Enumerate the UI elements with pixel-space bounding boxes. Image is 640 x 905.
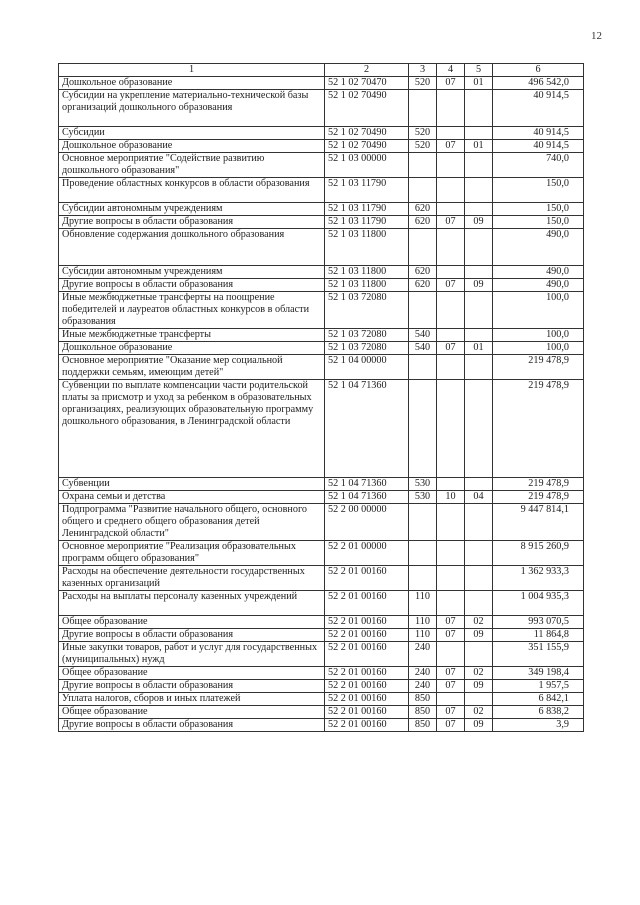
row-expense-type (409, 355, 437, 380)
table-body (59, 77, 584, 732)
row-expense-type (409, 504, 437, 541)
row-name: Субсидии (59, 127, 325, 140)
row-expense-type (409, 541, 437, 566)
row-subsection (465, 292, 493, 329)
row-code: 52 1 03 11800 (325, 266, 409, 279)
row-expense-type: 110 (409, 591, 437, 616)
row-expense-type (409, 292, 437, 329)
row-section: 07 (437, 279, 465, 292)
row-name: Иные закупки товаров, работ и услуг для государственных (муниципальных) нужд (59, 642, 325, 667)
row-section: 07 (437, 77, 465, 90)
column-header-5: 5 (465, 64, 493, 77)
row-name: Другие вопросы в области образования (59, 629, 325, 642)
row-section (437, 693, 465, 706)
table-row (59, 127, 584, 140)
row-expense-type (409, 229, 437, 266)
table-row (59, 566, 584, 591)
row-subsection: 09 (465, 719, 493, 732)
row-code: 52 1 03 11790 (325, 216, 409, 229)
table-row (59, 680, 584, 693)
row-section (437, 153, 465, 178)
row-section (437, 178, 465, 203)
table-row (59, 140, 584, 153)
row-section: 07 (437, 719, 465, 732)
table-row (59, 279, 584, 292)
row-expense-type: 240 (409, 680, 437, 693)
row-code: 52 1 03 72080 (325, 292, 409, 329)
table-row (59, 693, 584, 706)
row-section (437, 380, 465, 478)
row-code: 52 1 03 11790 (325, 203, 409, 216)
row-section (437, 541, 465, 566)
row-subsection (465, 127, 493, 140)
row-expense-type: 520 (409, 77, 437, 90)
row-section (437, 355, 465, 380)
row-expense-type: 240 (409, 667, 437, 680)
row-code: 52 1 03 72080 (325, 342, 409, 355)
row-name: Основное мероприятие "Реализация образовательных программ общего образования" (59, 541, 325, 566)
table-row (59, 203, 584, 216)
table-row (59, 178, 584, 203)
row-section (437, 90, 465, 127)
row-expense-type: 110 (409, 616, 437, 629)
row-section (437, 292, 465, 329)
row-amount: 100,0 (493, 292, 584, 329)
row-subsection (465, 693, 493, 706)
row-expense-type (409, 380, 437, 478)
row-expense-type: 520 (409, 140, 437, 153)
row-subsection: 02 (465, 667, 493, 680)
table-row (59, 541, 584, 566)
row-expense-type (409, 90, 437, 127)
row-amount: 150,0 (493, 178, 584, 203)
row-code: 52 2 01 00160 (325, 706, 409, 719)
row-amount: 1 362 933,3 (493, 566, 584, 591)
row-name: Дошкольное образование (59, 77, 325, 90)
table-row (59, 342, 584, 355)
column-header-2: 2 (325, 64, 409, 77)
row-section: 10 (437, 491, 465, 504)
row-code: 52 1 02 70490 (325, 90, 409, 127)
row-amount: 219 478,9 (493, 355, 584, 380)
row-name: Общее образование (59, 706, 325, 719)
row-expense-type: 540 (409, 329, 437, 342)
row-subsection: 09 (465, 216, 493, 229)
row-subsection (465, 642, 493, 667)
table-row (59, 355, 584, 380)
table-row (59, 616, 584, 629)
row-expense-type: 850 (409, 706, 437, 719)
row-section (437, 203, 465, 216)
row-subsection (465, 266, 493, 279)
row-expense-type: 530 (409, 491, 437, 504)
table-row (59, 90, 584, 127)
row-amount: 9 447 814,1 (493, 504, 584, 541)
row-section: 07 (437, 140, 465, 153)
row-amount: 496 542,0 (493, 77, 584, 90)
row-code: 52 2 01 00160 (325, 642, 409, 667)
table-row (59, 629, 584, 642)
row-section: 07 (437, 706, 465, 719)
row-name: Расходы на обеспечение деятельности государственных казенных организаций (59, 566, 325, 591)
row-code: 52 1 02 70490 (325, 127, 409, 140)
row-section (437, 504, 465, 541)
row-amount: 490,0 (493, 229, 584, 266)
row-name: Субсидии автономным учреждениям (59, 203, 325, 216)
row-code: 52 1 04 71360 (325, 380, 409, 478)
row-name: Дошкольное образование (59, 342, 325, 355)
row-name: Субсидии на укрепление материально-технической базы организаций дошкольного образования (59, 90, 325, 127)
row-amount: 150,0 (493, 216, 584, 229)
row-amount: 349 198,4 (493, 667, 584, 680)
row-expense-type: 520 (409, 127, 437, 140)
row-expense-type: 620 (409, 266, 437, 279)
row-code: 52 2 01 00160 (325, 693, 409, 706)
table-row (59, 504, 584, 541)
row-amount: 6 838,2 (493, 706, 584, 719)
table-row (59, 292, 584, 329)
table-row (59, 719, 584, 732)
row-subsection (465, 380, 493, 478)
row-subsection (465, 478, 493, 491)
table-row (59, 266, 584, 279)
row-amount: 3,9 (493, 719, 584, 732)
row-section (437, 266, 465, 279)
row-code: 52 2 01 00160 (325, 616, 409, 629)
row-subsection: 02 (465, 706, 493, 719)
row-name: Охрана семьи и детства (59, 491, 325, 504)
table-row (59, 329, 584, 342)
table-header-row (59, 64, 584, 77)
row-name: Основное мероприятие "Оказание мер социальной поддержки семьям, имеющим детей" (59, 355, 325, 380)
row-expense-type: 620 (409, 279, 437, 292)
row-amount: 40 914,5 (493, 127, 584, 140)
row-amount: 100,0 (493, 342, 584, 355)
row-code: 52 1 04 71360 (325, 478, 409, 491)
page-number: 12 (591, 30, 602, 42)
row-subsection (465, 591, 493, 616)
table-row (59, 491, 584, 504)
row-code: 52 2 01 00160 (325, 566, 409, 591)
row-amount: 351 155,9 (493, 642, 584, 667)
row-expense-type: 620 (409, 216, 437, 229)
row-subsection (465, 329, 493, 342)
row-expense-type: 240 (409, 642, 437, 667)
row-amount: 40 914,5 (493, 90, 584, 127)
row-amount: 1 004 935,3 (493, 591, 584, 616)
row-amount: 11 864,8 (493, 629, 584, 642)
row-amount: 150,0 (493, 203, 584, 216)
row-section: 07 (437, 680, 465, 693)
row-name: Общее образование (59, 667, 325, 680)
row-subsection (465, 229, 493, 266)
row-amount: 40 914,5 (493, 140, 584, 153)
row-name: Основное мероприятие "Содействие развитию дошкольного образования" (59, 153, 325, 178)
row-name: Другие вопросы в области образования (59, 680, 325, 693)
table-row (59, 229, 584, 266)
row-code: 52 2 01 00160 (325, 667, 409, 680)
row-subsection: 09 (465, 279, 493, 292)
row-section: 07 (437, 667, 465, 680)
row-section (437, 566, 465, 591)
row-name: Уплата налогов, сборов и иных платежей (59, 693, 325, 706)
row-code: 52 2 01 00000 (325, 541, 409, 566)
row-section: 07 (437, 342, 465, 355)
row-amount: 100,0 (493, 329, 584, 342)
row-code: 52 1 03 00000 (325, 153, 409, 178)
row-amount: 1 957,5 (493, 680, 584, 693)
table-row (59, 642, 584, 667)
row-expense-type (409, 153, 437, 178)
row-amount: 219 478,9 (493, 478, 584, 491)
budget-table (58, 63, 584, 732)
row-expense-type: 850 (409, 693, 437, 706)
row-code: 52 1 02 70490 (325, 140, 409, 153)
row-name: Расходы на выплаты персоналу казенных учреждений (59, 591, 325, 616)
row-section (437, 229, 465, 266)
column-header-4: 4 (437, 64, 465, 77)
table-row (59, 591, 584, 616)
table-row (59, 706, 584, 719)
table-row (59, 478, 584, 491)
row-name: Субвенции (59, 478, 325, 491)
row-subsection: 01 (465, 342, 493, 355)
column-header-6: 6 (493, 64, 584, 77)
row-code: 52 2 01 00160 (325, 629, 409, 642)
row-amount: 8 915 260,9 (493, 541, 584, 566)
row-code: 52 1 02 70470 (325, 77, 409, 90)
row-code: 52 1 03 11800 (325, 229, 409, 266)
row-subsection: 01 (465, 140, 493, 153)
table-row (59, 77, 584, 90)
row-name: Проведение областных конкурсов в области образования (59, 178, 325, 203)
row-section (437, 329, 465, 342)
row-subsection: 01 (465, 77, 493, 90)
row-name: Субсидии автономным учреждениям (59, 266, 325, 279)
table-row (59, 380, 584, 478)
row-amount: 219 478,9 (493, 380, 584, 478)
row-subsection: 04 (465, 491, 493, 504)
row-name: Субвенции по выплате компенсации части родительской платы за присмотр и уход за ребенком в образовательных организациях, реализующих образовательную программу дошкольного образования, в Ленинградской области (59, 380, 325, 478)
table-row (59, 667, 584, 680)
row-expense-type: 850 (409, 719, 437, 732)
row-expense-type (409, 178, 437, 203)
row-subsection (465, 153, 493, 178)
row-amount: 6 842,1 (493, 693, 584, 706)
row-expense-type: 110 (409, 629, 437, 642)
row-subsection (465, 504, 493, 541)
row-section (437, 478, 465, 491)
row-name: Иные межбюджетные трансферты (59, 329, 325, 342)
row-name: Иные межбюджетные трансферты на поощрение победителей и лауреатов областных конкурсов в области образования (59, 292, 325, 329)
row-expense-type: 620 (409, 203, 437, 216)
row-code: 52 2 01 00160 (325, 591, 409, 616)
row-name: Другие вопросы в области образования (59, 279, 325, 292)
row-name: Общее образование (59, 616, 325, 629)
row-subsection (465, 541, 493, 566)
row-name: Обновление содержания дошкольного образования (59, 229, 325, 266)
row-expense-type: 530 (409, 478, 437, 491)
row-subsection: 09 (465, 629, 493, 642)
column-header-1: 1 (59, 64, 325, 77)
row-code: 52 1 03 11800 (325, 279, 409, 292)
row-subsection (465, 566, 493, 591)
row-section (437, 127, 465, 140)
row-amount: 219 478,9 (493, 491, 584, 504)
row-subsection (465, 90, 493, 127)
row-name: Другие вопросы в области образования (59, 216, 325, 229)
row-code: 52 2 00 00000 (325, 504, 409, 541)
row-expense-type (409, 566, 437, 591)
row-section: 07 (437, 216, 465, 229)
row-amount: 490,0 (493, 266, 584, 279)
row-section: 07 (437, 616, 465, 629)
row-amount: 490,0 (493, 279, 584, 292)
row-subsection (465, 355, 493, 380)
row-code: 52 2 01 00160 (325, 719, 409, 732)
row-subsection (465, 178, 493, 203)
row-amount: 740,0 (493, 153, 584, 178)
row-code: 52 1 03 72080 (325, 329, 409, 342)
row-code: 52 1 03 11790 (325, 178, 409, 203)
table-row (59, 216, 584, 229)
row-section (437, 642, 465, 667)
row-section (437, 591, 465, 616)
row-section: 07 (437, 629, 465, 642)
table-row (59, 153, 584, 178)
row-subsection (465, 203, 493, 216)
row-code: 52 2 01 00160 (325, 680, 409, 693)
row-code: 52 1 04 71360 (325, 491, 409, 504)
row-name: Подпрограмма "Развитие начального общего, основного общего и среднего общего образования детей Ленинградской области" (59, 504, 325, 541)
column-header-3: 3 (409, 64, 437, 77)
row-subsection: 02 (465, 616, 493, 629)
row-expense-type: 540 (409, 342, 437, 355)
row-subsection: 09 (465, 680, 493, 693)
row-name: Другие вопросы в области образования (59, 719, 325, 732)
row-code: 52 1 04 00000 (325, 355, 409, 380)
row-name: Дошкольное образование (59, 140, 325, 153)
row-amount: 993 070,5 (493, 616, 584, 629)
